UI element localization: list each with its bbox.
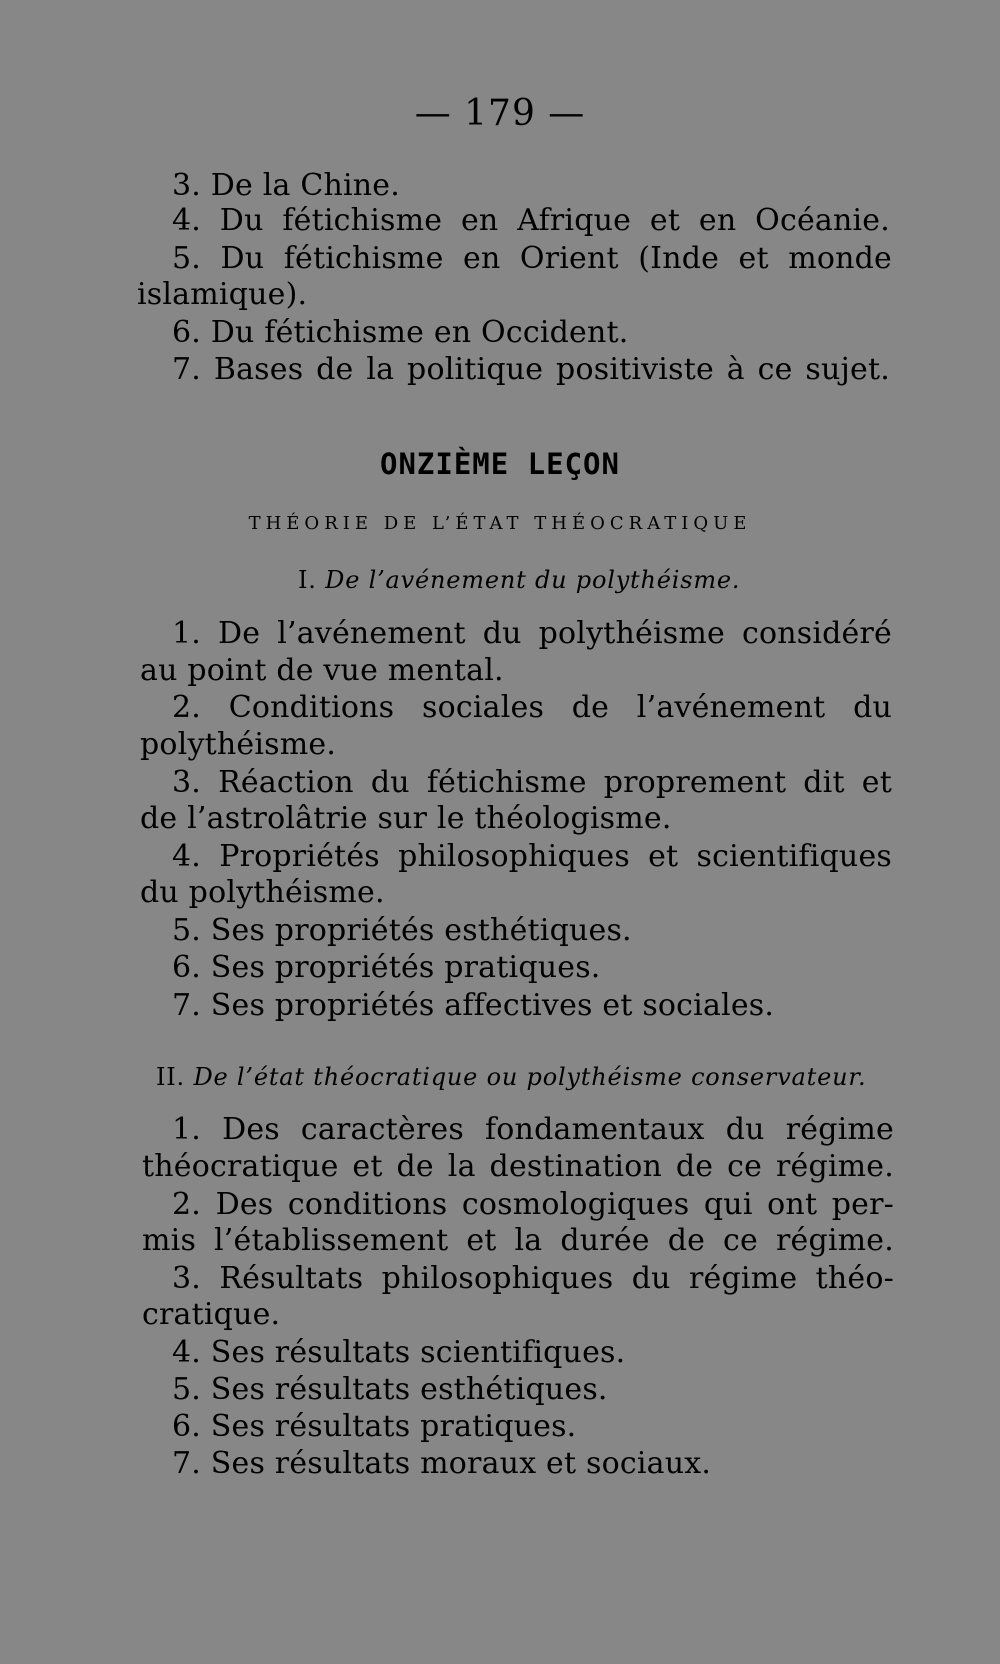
lesson-title: ONZIÈME LEÇON: [380, 447, 620, 481]
section-two-number: II.: [156, 1063, 185, 1091]
section-one-line-1: 1. De l’avénement du polythéisme considéré: [172, 616, 892, 651]
section-two-line-9: 6. Ses résultats pratiques.: [172, 1409, 577, 1444]
section-two-line-5: 3. Résultats philosophiques du régime théo-: [172, 1261, 894, 1296]
lesson-subtitle: THÉORIE DE L’ÉTAT THÉOCRATIQUE: [248, 513, 752, 534]
section-one-line-11: 7. Ses propriétés affectives et sociales.: [172, 988, 775, 1023]
section-two-line-4: mis l’établissement et la durée de ce régime.: [142, 1223, 894, 1258]
section-two-line-8: 5. Ses résultats esthétiques.: [172, 1372, 608, 1407]
section-one-line-7: 4. Propriétés philosophiques et scientifiques: [172, 839, 892, 874]
section-one-line-10: 6. Ses propriétés pratiques.: [172, 950, 601, 985]
section-two-title: De l’état théocratique ou polythéisme conservateur.: [193, 1063, 867, 1091]
section-one-line-3: 2. Conditions sociales de l’avénement du: [172, 690, 892, 725]
section-one-title: De l’avénement du polythéisme.: [325, 566, 741, 594]
section-two-line-1: 1. Des caractères fondamentaux du régime: [172, 1112, 894, 1147]
section-two-line-2: théocratique et de la destination de ce régime.: [142, 1149, 894, 1184]
section-one-line-5: 3. Réaction du fétichisme proprement dit et: [172, 765, 892, 800]
intro-item-3: 3. De la Chine.: [172, 168, 400, 203]
section-title-two: [156, 1065, 866, 1089]
section-one-line-2: au point de vue mental.: [140, 653, 504, 688]
section-one-line-9: 5. Ses propriétés esthétiques.: [172, 913, 632, 948]
section-title-one: [298, 568, 740, 592]
section-one-line-4: polythéisme.: [140, 727, 337, 762]
section-one-line-8: du polythéisme.: [140, 875, 385, 910]
intro-item-4: 4. Du fétichisme en Afrique et en Océanie.: [172, 203, 890, 238]
section-two-line-10: 7. Ses résultats moraux et sociaux.: [172, 1446, 712, 1481]
section-one-number: I.: [298, 566, 317, 594]
intro-item-5-line-1: 5. Du fétichisme en Orient (Inde et monde: [172, 241, 892, 276]
intro-item-6: 6. Du fétichisme en Occident.: [172, 315, 629, 350]
intro-item-5-line-2: islamique).: [137, 277, 308, 312]
section-two-line-3: 2. Des conditions cosmologiques qui ont per-: [172, 1187, 894, 1222]
section-two-line-6: cratique.: [142, 1297, 281, 1332]
intro-item-7: 7. Bases de la politique positiviste à ce sujet.: [172, 352, 890, 387]
page-number: — 179 —: [414, 93, 586, 134]
section-two-line-7: 4. Ses résultats scientifiques.: [172, 1335, 626, 1370]
section-one-line-6: de l’astrolâtrie sur le théologisme.: [140, 801, 672, 836]
